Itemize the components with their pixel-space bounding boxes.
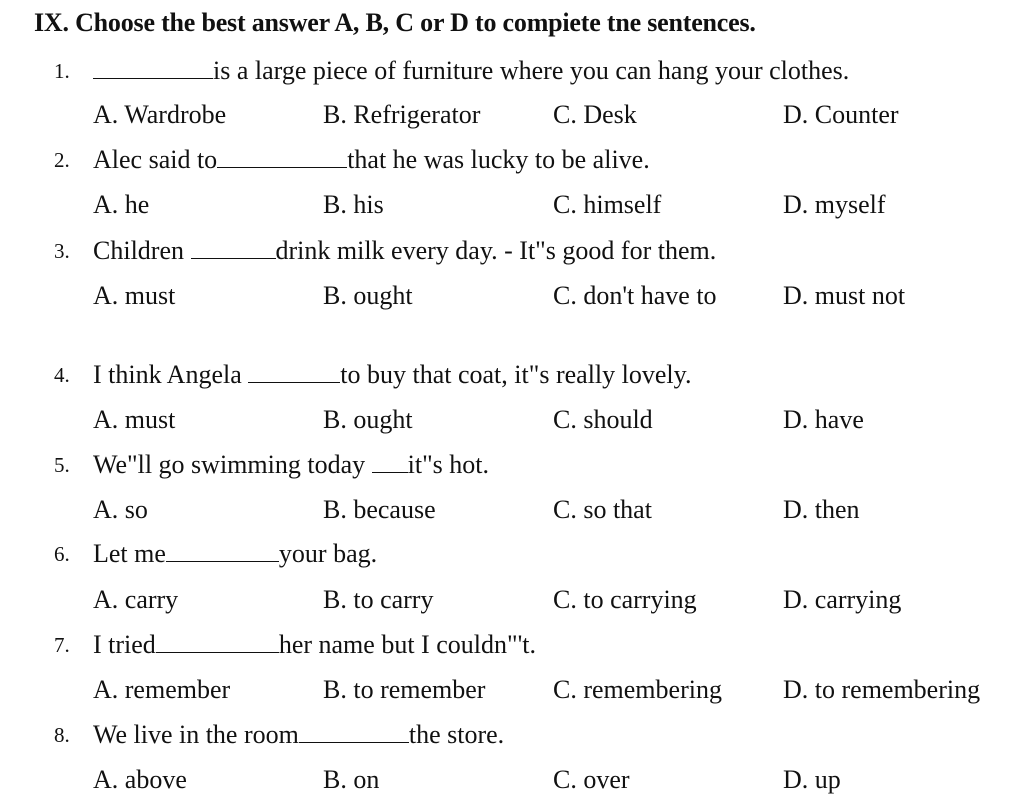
option-d[interactable]: D. must not <box>783 281 906 310</box>
question-2 <box>0 145 1024 179</box>
question-number: 4. <box>54 363 70 387</box>
option-c[interactable]: C. to carrying <box>553 585 697 614</box>
question-number: 7. <box>54 633 70 657</box>
question-text-before: We live in the room <box>93 720 299 749</box>
answer-blank <box>248 360 340 383</box>
options-2 <box>0 190 1024 224</box>
option-c[interactable]: C. Desk <box>553 100 637 129</box>
option-c[interactable]: C. should <box>553 405 653 434</box>
option-b[interactable]: B. his <box>323 190 384 219</box>
question-1 <box>0 56 1024 90</box>
option-b[interactable]: B. on <box>323 765 380 794</box>
option-d[interactable]: D. carrying <box>783 585 902 614</box>
option-d[interactable]: D. myself <box>783 190 886 219</box>
option-a[interactable]: A. he <box>93 190 150 219</box>
options-7 <box>0 675 1024 709</box>
question-text-before: Alec said to <box>93 145 218 174</box>
question-text-before: We"ll go swimming today <box>93 450 372 479</box>
question-text <box>93 539 377 569</box>
options-1 <box>0 100 1024 134</box>
question-text-after: is a large piece of furniture where you can hang your clothes. <box>213 56 850 85</box>
option-a[interactable]: A. must <box>93 405 176 434</box>
question-text-after: it"s hot. <box>407 450 490 479</box>
option-b[interactable]: B. ought <box>323 405 413 434</box>
options-3 <box>0 281 1024 315</box>
question-text-after: that he was lucky to be alive. <box>347 145 650 174</box>
answer-blank <box>191 236 276 259</box>
question-6 <box>0 539 1024 573</box>
question-text <box>93 56 849 86</box>
option-c[interactable]: C. so that <box>553 495 652 524</box>
question-text-after: the store. <box>408 720 505 749</box>
question-text-before: I tried <box>93 630 156 659</box>
question-text <box>93 236 716 266</box>
option-a[interactable]: A. Wardrobe <box>93 100 227 129</box>
option-b[interactable]: B. ought <box>323 281 413 310</box>
question-text-before: Children <box>93 236 191 265</box>
question-text-after: your bag. <box>278 539 378 568</box>
options-4 <box>0 405 1024 439</box>
question-7 <box>0 630 1024 664</box>
option-d[interactable]: D. then <box>783 495 860 524</box>
option-c[interactable]: C. remembering <box>553 675 722 704</box>
question-text-before: Let me <box>93 539 166 568</box>
option-a[interactable]: A. carry <box>93 585 179 614</box>
answer-blank <box>217 145 347 168</box>
question-text-after: her name but I couldn"'t. <box>278 630 536 659</box>
option-a[interactable]: A. above <box>93 765 187 794</box>
option-b[interactable]: B. to carry <box>323 585 434 614</box>
option-a[interactable]: A. must <box>93 281 176 310</box>
options-5 <box>0 495 1024 529</box>
question-text <box>93 450 489 480</box>
option-b[interactable]: B. because <box>323 495 436 524</box>
option-d[interactable]: D. have <box>783 405 864 434</box>
question-8 <box>0 720 1024 754</box>
question-text-before: I think Angela <box>93 360 249 389</box>
answer-blank <box>156 630 279 653</box>
option-d[interactable]: D. Counter <box>783 100 899 129</box>
question-text <box>93 360 691 390</box>
question-text <box>93 720 504 750</box>
question-text <box>93 145 650 175</box>
question-number: 2. <box>54 148 70 172</box>
option-b[interactable]: B. Refrigerator <box>323 100 481 129</box>
question-4 <box>0 360 1024 394</box>
question-5 <box>0 450 1024 484</box>
options-8 <box>0 765 1024 799</box>
answer-blank <box>166 539 279 562</box>
option-b[interactable]: B. to remember <box>323 675 486 704</box>
question-number: 5. <box>54 453 70 477</box>
question-number: 8. <box>54 723 70 747</box>
options-6 <box>0 585 1024 619</box>
question-text-after: drink milk every day. - It"s good for them. <box>275 236 717 265</box>
answer-blank <box>299 720 409 743</box>
question-number: 3. <box>54 239 70 263</box>
option-c[interactable]: C. himself <box>553 190 662 219</box>
question-3 <box>0 236 1024 270</box>
question-text <box>93 630 536 660</box>
answer-blank <box>93 56 213 79</box>
option-d[interactable]: D. to remembering <box>783 675 981 704</box>
question-text-after: to buy that coat, it"s really lovely. <box>340 360 692 389</box>
option-d[interactable]: D. up <box>783 765 841 794</box>
section-heading: IX. Choose the best answer A, B, C or D to compiete tne sentences. <box>34 8 756 37</box>
question-number: 6. <box>54 542 70 566</box>
option-a[interactable]: A. remember <box>93 675 231 704</box>
option-c[interactable]: C. don't have to <box>553 281 717 310</box>
question-number: 1. <box>54 59 70 83</box>
answer-blank <box>372 450 408 473</box>
option-c[interactable]: C. over <box>553 765 630 794</box>
option-a[interactable]: A. so <box>93 495 148 524</box>
